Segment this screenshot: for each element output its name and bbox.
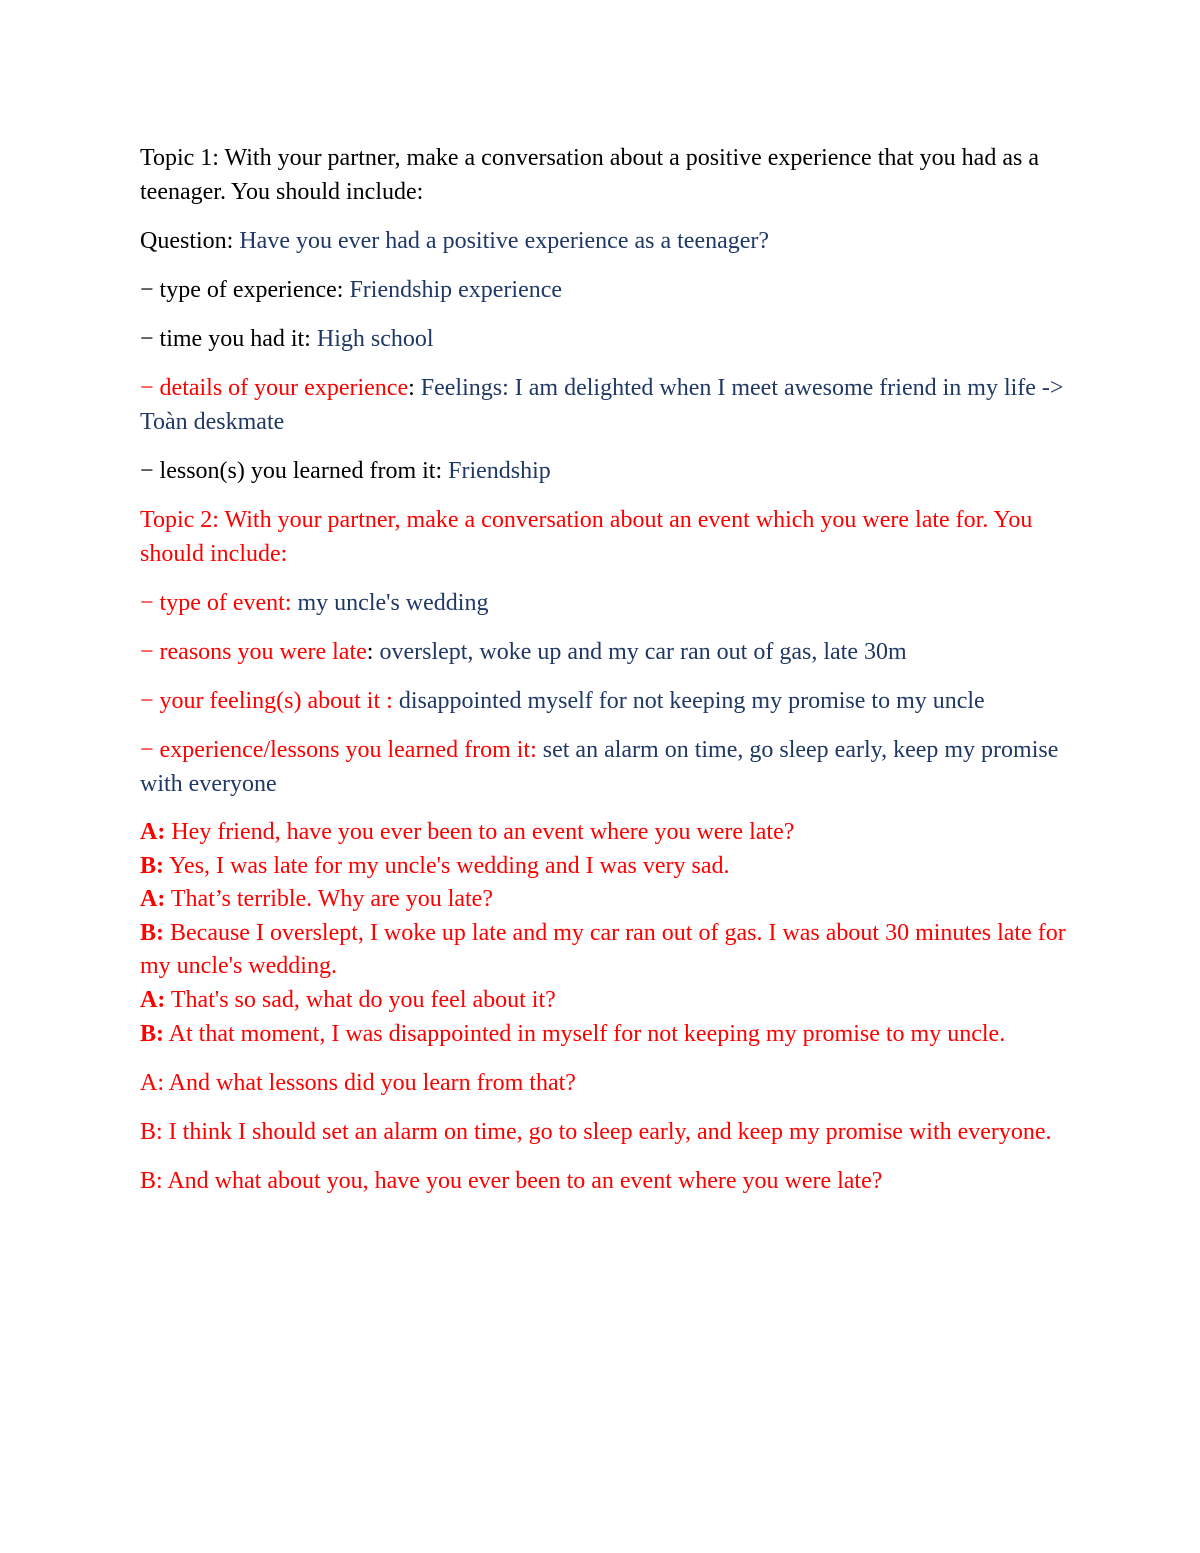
item-label: − type of experience:: [140, 277, 350, 303]
item-label: − time you had it:: [140, 326, 317, 352]
speaker-label: B:: [140, 919, 164, 946]
speaker-label: B:: [140, 1020, 164, 1047]
dialogue-line: [140, 883, 1070, 917]
topic2-item-lessons: [140, 733, 1070, 801]
topic2-item-feelings: [140, 684, 1070, 718]
item-value: High school: [316, 326, 434, 352]
dialogue-block: [140, 816, 1070, 1051]
dialogue-text: Hey friend, have you ever been to an event where you were late?: [165, 819, 795, 845]
closing-line: B: I think I should set an alarm on time, go to sleep early, and keep my promise with everyone.: [140, 1119, 1052, 1146]
document-page: [140, 141, 1070, 1213]
speaker-label: A:: [140, 886, 166, 913]
topic1-intro: Topic 1: With your partner, make a conversation about a positive experience that you had as a teenager. You should include:: [140, 145, 1039, 205]
item-value: disappointed myself for not keeping my promise to my uncle: [398, 688, 985, 714]
topic2-item-reasons: [140, 635, 1070, 669]
dialogue-line: [140, 917, 1070, 984]
item-label: − experience/lessons you learned from it:: [140, 737, 543, 763]
dialogue-line: [140, 984, 1070, 1018]
dialogue-text: Because I overslept, I woke up late and my car ran out of gas. I was about 30 minutes late for my uncle's wedding.: [140, 919, 1066, 980]
question-label: Question:: [140, 228, 240, 254]
speaker-label: B:: [140, 852, 164, 879]
speaker-label: A:: [140, 986, 166, 1013]
topic1-question: [140, 224, 1070, 258]
closing-line: A: And what lessons did you learn from that?: [140, 1070, 576, 1097]
dialogue-line: [140, 850, 1070, 884]
dialogue-text: That’s terrible. Why are you late?: [165, 886, 493, 913]
topic1-item-details: [140, 371, 1070, 439]
dialogue-text: Yes, I was late for my uncle's wedding and I was very sad.: [164, 852, 730, 879]
item-label-colon: :: [408, 375, 421, 401]
item-value: Friendship: [448, 458, 551, 484]
item-value: set an alarm on time, go sleep early, keep my promise with everyone: [140, 737, 1059, 797]
topic2-intro: Topic 2: With your partner, make a conversation about an event which you were late for. You should include:: [140, 507, 1033, 567]
item-label: − type of event:: [140, 590, 298, 616]
topic1-item-lesson: [140, 454, 1070, 488]
dialogue-line: [140, 816, 1070, 850]
item-label: − details of your experience: [140, 375, 409, 401]
topic1-item-type: [140, 273, 1070, 307]
item-value: overslept, woke up and my car ran out of gas, late 30m: [379, 639, 907, 665]
dialogue-line: [140, 1018, 1070, 1052]
item-label: − your feeling(s) about it :: [140, 688, 399, 714]
speaker-label: A:: [140, 819, 166, 845]
item-value: Friendship experience: [349, 277, 563, 303]
item-label: − lesson(s) you learned from it:: [140, 458, 449, 484]
question-text: Have you ever had a positive experience as a teenager?: [239, 228, 770, 254]
item-value: my uncle's wedding: [297, 590, 489, 616]
topic2-item-type: [140, 586, 1070, 620]
item-label: − reasons you were late: [140, 639, 367, 665]
dialogue-text: At that moment, I was disappointed in myself for not keeping my promise to my uncle.: [164, 1020, 1006, 1047]
item-value: Feelings: I am delighted when I meet awesome friend in my life -> Toàn deskmate: [140, 375, 1064, 435]
dialogue-text: That's so sad, what do you feel about it?: [165, 986, 556, 1013]
closing-line: B: And what about you, have you ever been to an event where you were late?: [140, 1168, 883, 1195]
item-label-colon: :: [366, 639, 380, 665]
topic1-item-time: [140, 322, 1070, 356]
